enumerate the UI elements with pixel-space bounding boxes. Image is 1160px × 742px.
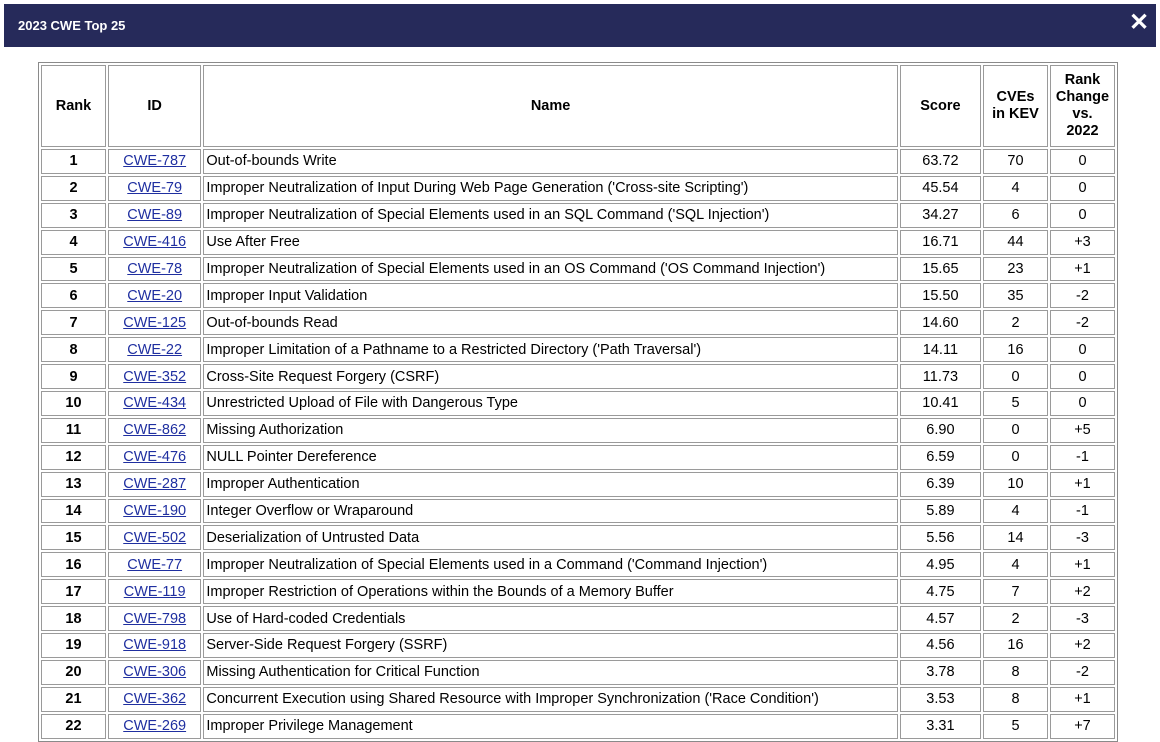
rank-cell: 10 [41, 391, 106, 416]
rank-cell: 8 [41, 337, 106, 362]
cwe-link[interactable]: CWE-362 [123, 691, 187, 708]
rank-cell: 21 [41, 687, 106, 712]
cwe-link[interactable]: CWE-190 [123, 503, 187, 520]
cwe-link[interactable]: CWE-798 [123, 610, 187, 627]
kev-cell: 4 [983, 176, 1048, 201]
score-cell: 6.90 [900, 418, 981, 443]
rank-change-cell: 0 [1050, 149, 1115, 174]
kev-cell: 6 [983, 203, 1048, 228]
kev-cell: 0 [983, 364, 1048, 389]
kev-cell: 44 [983, 230, 1048, 255]
table-row [41, 337, 1115, 362]
name-cell: Out-of-bounds Read [203, 310, 897, 335]
kev-cell: 2 [983, 606, 1048, 631]
cwe-link[interactable]: CWE-787 [123, 153, 187, 170]
cwe-link[interactable]: CWE-862 [123, 422, 187, 439]
rank-change-cell: -2 [1050, 310, 1115, 335]
table-row [41, 391, 1115, 416]
id-cell [108, 660, 201, 685]
table-row [41, 283, 1115, 308]
rank-change-cell: +2 [1050, 633, 1115, 658]
cwe-link[interactable]: CWE-918 [123, 637, 187, 654]
table-header-row [41, 65, 1115, 147]
rank-cell: 16 [41, 552, 106, 577]
kev-cell: 23 [983, 257, 1048, 282]
id-cell [108, 445, 201, 470]
score-cell: 10.41 [900, 391, 981, 416]
name-cell: Server-Side Request Forgery (SSRF) [203, 633, 897, 658]
rank-change-cell: 0 [1050, 176, 1115, 201]
rank-change-cell: 0 [1050, 203, 1115, 228]
id-cell [108, 230, 201, 255]
header-rank-change: Rank Change vs. 2022 [1050, 65, 1115, 147]
cwe-link[interactable]: CWE-78 [127, 261, 183, 277]
id-cell [108, 525, 201, 550]
id-cell [108, 687, 201, 712]
rank-cell: 3 [41, 203, 106, 228]
name-cell: Integer Overflow or Wraparound [203, 499, 897, 524]
cwe-link[interactable]: CWE-476 [123, 449, 187, 466]
table-row [41, 579, 1115, 604]
score-cell: 14.11 [900, 337, 981, 362]
rank-change-cell: +1 [1050, 687, 1115, 712]
header-id: ID [108, 65, 201, 147]
id-cell [108, 203, 201, 228]
rank-change-cell: -1 [1050, 499, 1115, 524]
rank-cell: 7 [41, 310, 106, 335]
table-row [41, 472, 1115, 497]
rank-change-cell: -3 [1050, 525, 1115, 550]
rank-change-cell: -2 [1050, 660, 1115, 685]
name-cell: Deserialization of Untrusted Data [203, 525, 897, 550]
name-cell: Improper Privilege Management [203, 714, 897, 739]
name-cell: Concurrent Execution using Shared Resource with Improper Synchronization ('Race Condition') [203, 687, 897, 712]
table-row [41, 633, 1115, 658]
score-cell: 3.31 [900, 714, 981, 739]
rank-cell: 15 [41, 525, 106, 550]
cwe-link[interactable]: CWE-77 [127, 556, 183, 573]
table-row [41, 257, 1115, 282]
cwe-top25-table [38, 62, 1118, 742]
kev-cell: 7 [983, 579, 1048, 604]
rank-change-cell: +2 [1050, 579, 1115, 604]
name-cell: Use After Free [203, 230, 897, 255]
rank-change-cell: +5 [1050, 418, 1115, 443]
score-cell: 15.50 [900, 283, 981, 308]
rank-change-cell: +3 [1050, 230, 1115, 255]
kev-cell: 16 [983, 633, 1048, 658]
name-cell: Improper Restriction of Operations within the Bounds of a Memory Buffer [203, 579, 897, 604]
rank-cell: 20 [41, 660, 106, 685]
name-cell: Unrestricted Upload of File with Dangerous Type [203, 391, 897, 416]
id-cell [108, 714, 201, 739]
id-cell [108, 337, 201, 362]
id-cell [108, 391, 201, 416]
rank-cell: 18 [41, 606, 106, 631]
id-cell [108, 149, 201, 174]
id-cell [108, 283, 201, 308]
name-cell: Use of Hard-coded Credentials [203, 606, 897, 631]
name-cell: Missing Authentication for Critical Function [203, 660, 897, 685]
header-score: Score [900, 65, 981, 147]
table-row [41, 203, 1115, 228]
kev-cell: 70 [983, 149, 1048, 174]
table-row [41, 418, 1115, 443]
score-cell: 34.27 [900, 203, 981, 228]
cwe-link[interactable]: CWE-416 [123, 234, 187, 251]
cwe-link[interactable]: CWE-20 [127, 287, 183, 304]
cwe-link[interactable]: CWE-79 [127, 180, 183, 197]
table-row [41, 687, 1115, 712]
cwe-link[interactable]: CWE-22 [127, 341, 183, 358]
kev-cell: 0 [983, 445, 1048, 470]
rank-change-cell: +7 [1050, 714, 1115, 739]
table-row [41, 364, 1115, 389]
kev-cell: 5 [983, 391, 1048, 416]
kev-cell: 8 [983, 660, 1048, 685]
cwe-link[interactable]: CWE-434 [123, 395, 187, 412]
rank-cell: 9 [41, 364, 106, 389]
cwe-link[interactable]: CWE-125 [123, 314, 187, 331]
rank-change-cell: +1 [1050, 257, 1115, 282]
id-cell [108, 472, 201, 497]
dialog-title: 2023 CWE Top 25 [18, 18, 126, 33]
table-row [41, 606, 1115, 631]
id-cell [108, 633, 201, 658]
kev-cell: 4 [983, 499, 1048, 524]
id-cell [108, 257, 201, 282]
rank-cell: 19 [41, 633, 106, 658]
kev-cell: 10 [983, 472, 1048, 497]
table-row [41, 445, 1115, 470]
id-cell [108, 606, 201, 631]
table-row [41, 552, 1115, 577]
cwe-link[interactable]: CWE-287 [123, 476, 187, 493]
name-cell: NULL Pointer Dereference [203, 445, 897, 470]
score-cell: 5.89 [900, 499, 981, 524]
score-cell: 15.65 [900, 257, 981, 282]
score-cell: 16.71 [900, 230, 981, 255]
cwe-link[interactable]: CWE-269 [123, 718, 187, 735]
header-cves-in-kev: CVEs in KEV [983, 65, 1048, 147]
rank-cell: 13 [41, 472, 106, 497]
score-cell: 14.60 [900, 310, 981, 335]
name-cell: Improper Input Validation [203, 283, 897, 308]
id-cell [108, 552, 201, 577]
name-cell: Improper Authentication [203, 472, 897, 497]
score-cell: 11.73 [900, 364, 981, 389]
kev-cell: 0 [983, 418, 1048, 443]
score-cell: 6.59 [900, 445, 981, 470]
score-cell: 4.56 [900, 633, 981, 658]
rank-change-cell: +1 [1050, 472, 1115, 497]
table-row [41, 499, 1115, 524]
rank-change-cell: 0 [1050, 337, 1115, 362]
table-row [41, 230, 1115, 255]
id-cell [108, 364, 201, 389]
table-row [41, 310, 1115, 335]
rank-cell: 12 [41, 445, 106, 470]
rank-cell: 17 [41, 579, 106, 604]
rank-change-cell: +1 [1050, 552, 1115, 577]
rank-cell: 6 [41, 283, 106, 308]
score-cell: 5.56 [900, 525, 981, 550]
header-name: Name [203, 65, 897, 147]
score-cell: 6.39 [900, 472, 981, 497]
header-rank: Rank [41, 65, 106, 147]
name-cell: Improper Neutralization of Special Elements used in an SQL Command ('SQL Injection') [203, 203, 897, 228]
close-icon[interactable]: ✕ [1128, 9, 1150, 36]
rank-change-cell: -1 [1050, 445, 1115, 470]
table-row [41, 176, 1115, 201]
rank-change-cell: -3 [1050, 606, 1115, 631]
table-row [41, 149, 1115, 174]
score-cell: 4.95 [900, 552, 981, 577]
table-row [41, 714, 1115, 739]
rank-change-cell: 0 [1050, 391, 1115, 416]
table-row [41, 660, 1115, 685]
kev-cell: 35 [983, 283, 1048, 308]
id-cell [108, 499, 201, 524]
table-body [41, 149, 1115, 739]
kev-cell: 2 [983, 310, 1048, 335]
score-cell: 3.53 [900, 687, 981, 712]
dialog-titlebar [4, 4, 1156, 47]
name-cell: Improper Limitation of a Pathname to a Restricted Directory ('Path Traversal') [203, 337, 897, 362]
cwe-link[interactable]: CWE-352 [123, 368, 187, 385]
cwe-link[interactable]: CWE-89 [127, 207, 183, 224]
name-cell: Out-of-bounds Write [203, 149, 897, 174]
score-cell: 4.57 [900, 606, 981, 631]
cwe-link[interactable]: CWE-502 [123, 529, 187, 546]
id-cell [108, 176, 201, 201]
score-cell: 4.75 [900, 579, 981, 604]
cwe-link[interactable]: CWE-306 [123, 664, 187, 681]
name-cell: Improper Neutralization of Special Elements used in a Command ('Command Injection') [203, 552, 897, 577]
rank-cell: 22 [41, 714, 106, 739]
name-cell: Cross-Site Request Forgery (CSRF) [203, 364, 897, 389]
kev-cell: 4 [983, 552, 1048, 577]
table-row [41, 525, 1115, 550]
id-cell [108, 579, 201, 604]
rank-change-cell: -2 [1050, 283, 1115, 308]
cwe-link[interactable]: CWE-119 [123, 583, 186, 600]
name-cell: Improper Neutralization of Special Elements used in an OS Command ('OS Command Injection') [203, 257, 897, 282]
rank-change-cell: 0 [1050, 364, 1115, 389]
rank-cell: 2 [41, 176, 106, 201]
score-cell: 3.78 [900, 660, 981, 685]
rank-cell: 1 [41, 149, 106, 174]
rank-cell: 5 [41, 257, 106, 282]
name-cell: Missing Authorization [203, 418, 897, 443]
kev-cell: 8 [983, 687, 1048, 712]
score-cell: 63.72 [900, 149, 981, 174]
name-cell: Improper Neutralization of Input During Web Page Generation ('Cross-site Scripting') [203, 176, 897, 201]
id-cell [108, 310, 201, 335]
kev-cell: 14 [983, 525, 1048, 550]
kev-cell: 16 [983, 337, 1048, 362]
id-cell [108, 418, 201, 443]
rank-cell: 14 [41, 499, 106, 524]
cwe-table-container [38, 62, 1118, 742]
rank-cell: 4 [41, 230, 106, 255]
score-cell: 45.54 [900, 176, 981, 201]
rank-cell: 11 [41, 418, 106, 443]
kev-cell: 5 [983, 714, 1048, 739]
